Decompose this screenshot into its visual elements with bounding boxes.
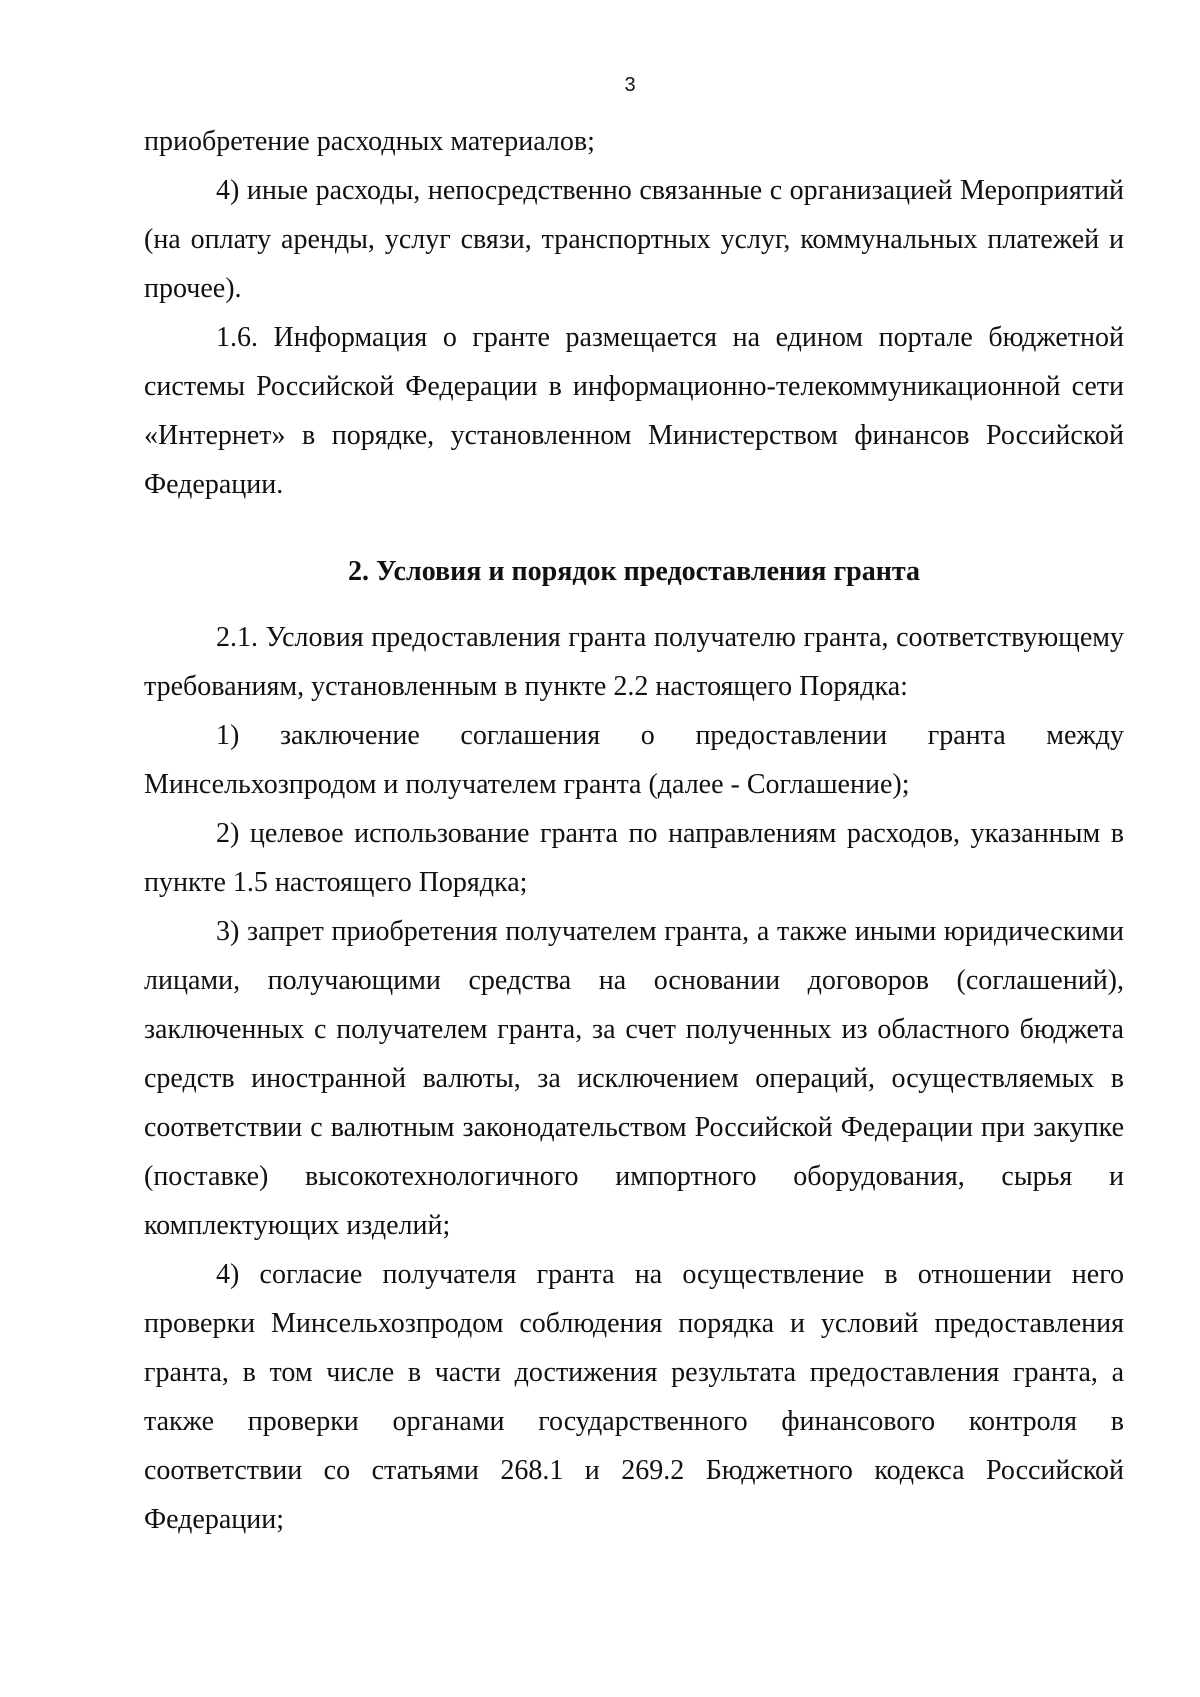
page-number: 3 [624,74,636,96]
paragraph-1-6-grant-information: 1.6. Информация о гранте размещается на едином портале бюджетной системы Российской Федерации в информационно-телекоммуникационной сети «Интернет» в порядке, установленном Министерством финансов Российской Федерации. [144,322,1124,500]
paragraph-condition-2-target-use: 2) целевое использование гранта по направлениям расходов, указанным в пункте 1.5 настоящего Порядка; [144,818,1124,898]
paragraph-item-4-other-expenses: 4) иные расходы, непосредственно связанные с организацией Мероприятий (на оплату аренды, услуг связи, транспортных услуг, коммунальных платежей и прочее). [144,175,1124,304]
paragraph-2-1-conditions: 2.1. Условия предоставления гранта получателю гранта, соответствующему требованиям, установленным в пункте 2.2 настоящего Порядка: [144,622,1124,702]
paragraph-condition-1-agreement: 1) заключение соглашения о предоставлении гранта между Минсельхозпродом и получателем гранта (далее - Соглашение); [144,720,1124,800]
paragraph-condition-4-audit-consent: 4) согласие получателя гранта на осуществление в отношении него проверки Минсельхозпродом соблюдения порядка и условий предоставления гранта, в том числе в части достижения результата предоставления гранта, а также проверки органами государственного финансового контроля в соответствии со статьями 268.1 и 269.2 Бюджетного кодекса Российской Федерации; [144,1259,1124,1535]
paragraph-condition-3-currency-ban: 3) запрет приобретения получателем гранта, а также иными юридическими лицами, получающими средства на основании договоров (соглашений), заключенных с получателем гранта, за счет полученных из областного бюджета средств иностранной валюты, за исключением операций, осуществляемых в соответствии с валютным законодательством Российской Федерации при закупке (поставке) высокотехнологичного импортного оборудования, сырья и комплектующих изделий; [144,916,1124,1241]
section-heading: 2. Условия и порядок предоставления гранта [348,556,920,587]
document-body [144,117,1124,1544]
paragraph-continuation: приобретение расходных материалов; [144,126,595,157]
